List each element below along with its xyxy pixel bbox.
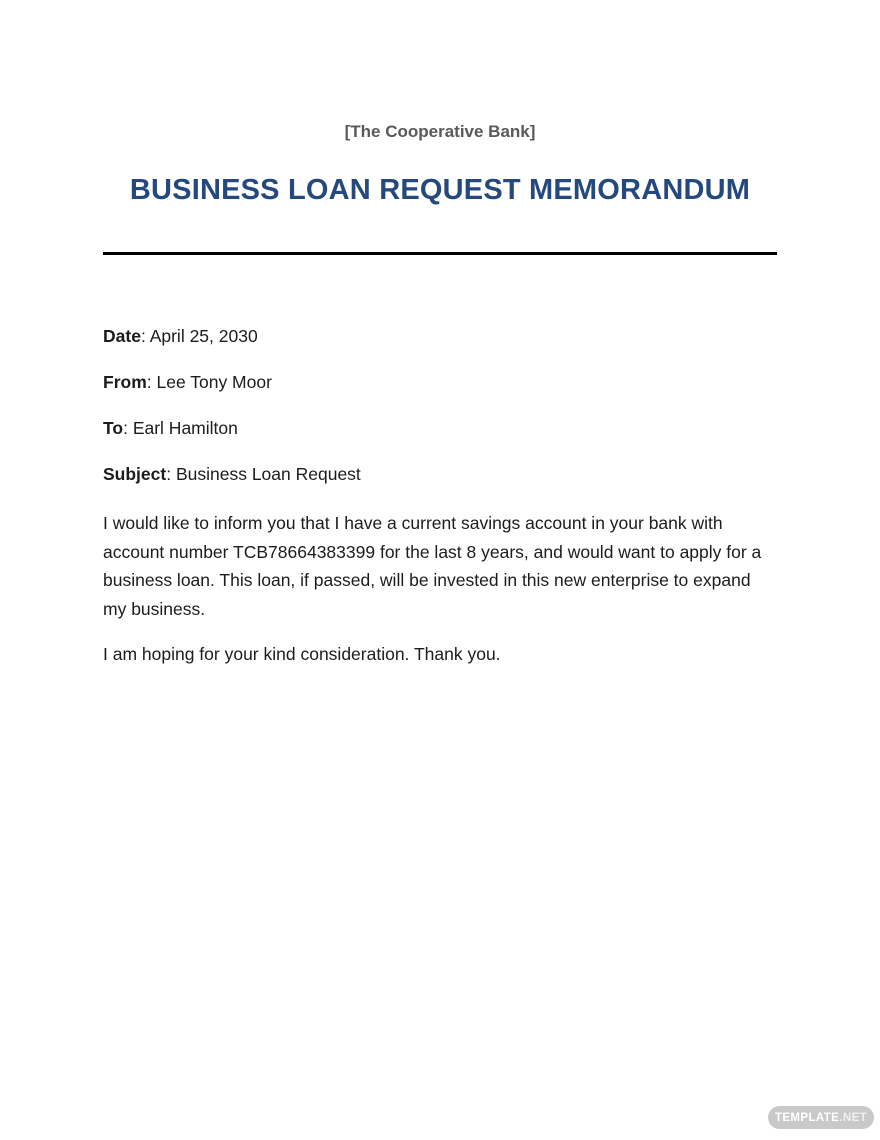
body-paragraph-1: I would like to inform you that I have a current savings account in your bank with account number TCB78664383399 for the last 8 years, and would want to apply for a business loan. This loan, if passed, will be invested in this new enterprise to expand my business. bbox=[103, 513, 762, 619]
watermark-tld: .NET bbox=[839, 1111, 868, 1124]
date-value: April 25, 2030 bbox=[149, 326, 258, 346]
separator: : bbox=[123, 418, 133, 438]
template-net-watermark bbox=[768, 1106, 874, 1129]
date-label: Date bbox=[103, 326, 141, 346]
subject-label: Subject bbox=[103, 464, 167, 484]
separator: : bbox=[146, 372, 157, 392]
to-label: To bbox=[103, 418, 124, 438]
meta-line-subject bbox=[103, 463, 777, 485]
document-title: BUSINESS LOAN REQUEST MEMORANDUM bbox=[129, 174, 751, 206]
horizontal-divider bbox=[103, 252, 777, 255]
memo-meta-block bbox=[103, 325, 777, 485]
meta-line-date bbox=[103, 325, 777, 347]
meta-line-to bbox=[103, 417, 777, 439]
from-label: From bbox=[103, 372, 147, 392]
body-paragraph-2: I am hoping for your kind consideration. Thank you. bbox=[103, 644, 501, 664]
from-value: Lee Tony Moor bbox=[156, 372, 272, 392]
organization-name: [The Cooperative Bank] bbox=[344, 122, 536, 141]
separator: : bbox=[140, 326, 150, 346]
separator: : bbox=[166, 464, 176, 484]
subject-value: Business Loan Request bbox=[175, 464, 361, 484]
watermark-brand: TEMPLATE bbox=[774, 1111, 840, 1124]
meta-line-from bbox=[103, 371, 777, 393]
to-value: Earl Hamilton bbox=[132, 418, 238, 438]
